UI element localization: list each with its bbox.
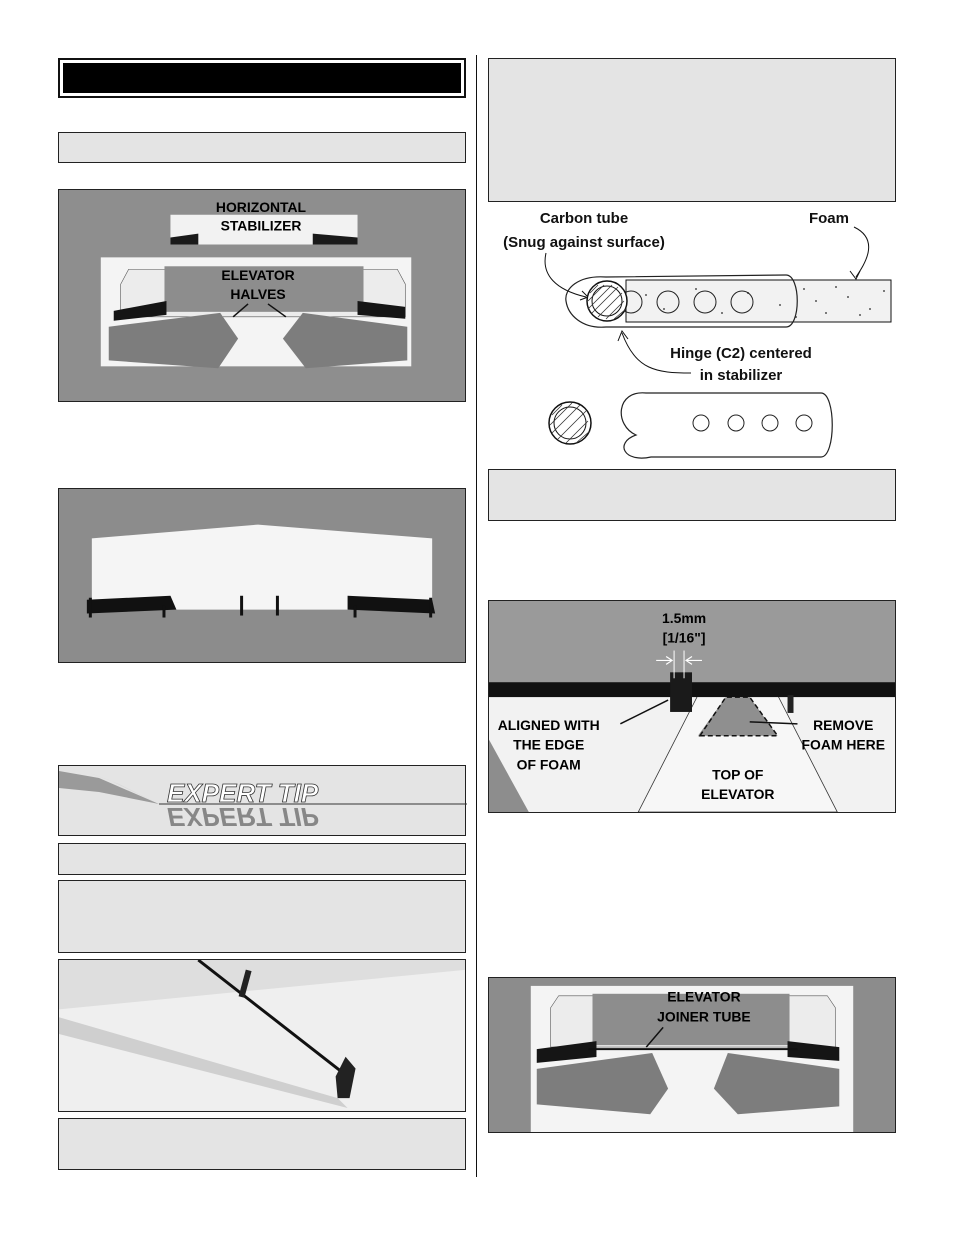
expert-tip-reflection: EXPERT TIP <box>167 802 319 832</box>
hinge-diagram <box>486 205 896 467</box>
step-box-3 <box>58 880 466 953</box>
stabilizer-part <box>92 525 432 610</box>
photo-hinge-closeup <box>58 959 466 1112</box>
hinge-piece <box>670 672 692 712</box>
photo-6-drawing <box>489 978 895 1132</box>
hinge-diagram-drawing <box>486 205 896 467</box>
pen-nib-icon <box>59 771 159 804</box>
aligned-label-1: ALIGNED WITH <box>497 716 600 733</box>
hinge-label: Hinge (C2) centered <box>670 345 812 362</box>
gap-label-2: [1/16"] <box>662 629 706 646</box>
gap-label: 1.5mm <box>662 609 707 626</box>
top-elevator-label-1: TOP OF <box>712 766 764 783</box>
column-divider <box>476 55 477 1177</box>
label-elevator: ELEVATOR <box>221 267 295 284</box>
hinge-detail <box>621 393 832 458</box>
label-horizontal: HORIZONTAL <box>215 198 307 215</box>
carbon-tube-note: (Snug against surface) <box>503 234 665 251</box>
photo-stabilizer-with-hinges <box>58 488 466 663</box>
step-box-6 <box>488 469 896 521</box>
label-stabilizer: STABILIZER <box>220 217 302 234</box>
expert-tip-box <box>58 765 466 836</box>
section-header-fill <box>63 63 461 93</box>
label-halves: HALVES <box>230 285 286 302</box>
carbon-tube-label: Carbon tube <box>539 210 629 227</box>
photo-elevator-joiner-tube <box>488 977 896 1133</box>
remove-label-1: REMOVE <box>813 716 874 733</box>
section-header-bar <box>58 58 466 98</box>
top-elevator-label-2: ELEVATOR <box>701 786 775 803</box>
step-box-4 <box>58 1118 466 1170</box>
aligned-label-3: OF FOAM <box>516 756 581 773</box>
joiner-label-1: ELEVATOR <box>667 988 741 1005</box>
step-box-1 <box>58 132 466 163</box>
photo-3-drawing <box>59 960 465 1111</box>
photo-2-drawing <box>59 489 465 662</box>
step-box-5 <box>488 58 896 202</box>
remove-label-2: FOAM HERE <box>801 736 885 753</box>
photo-stabilizer-elevator-halves <box>58 189 466 402</box>
aligned-label-2: THE EDGE <box>513 736 585 753</box>
foam-section <box>626 280 891 322</box>
foam-label: Foam <box>808 210 850 227</box>
photo-5-drawing <box>489 601 895 812</box>
joiner-label-2: JOINER TUBE <box>657 1008 751 1025</box>
expert-tip-title: EXPERT TIP <box>167 778 319 808</box>
photo-hinge-alignment <box>488 600 896 813</box>
photo-1-drawing <box>59 190 465 401</box>
step-box-2 <box>58 843 466 875</box>
expert-tip-graphic <box>59 766 467 837</box>
hinge-label-2: in stabilizer <box>699 367 783 384</box>
